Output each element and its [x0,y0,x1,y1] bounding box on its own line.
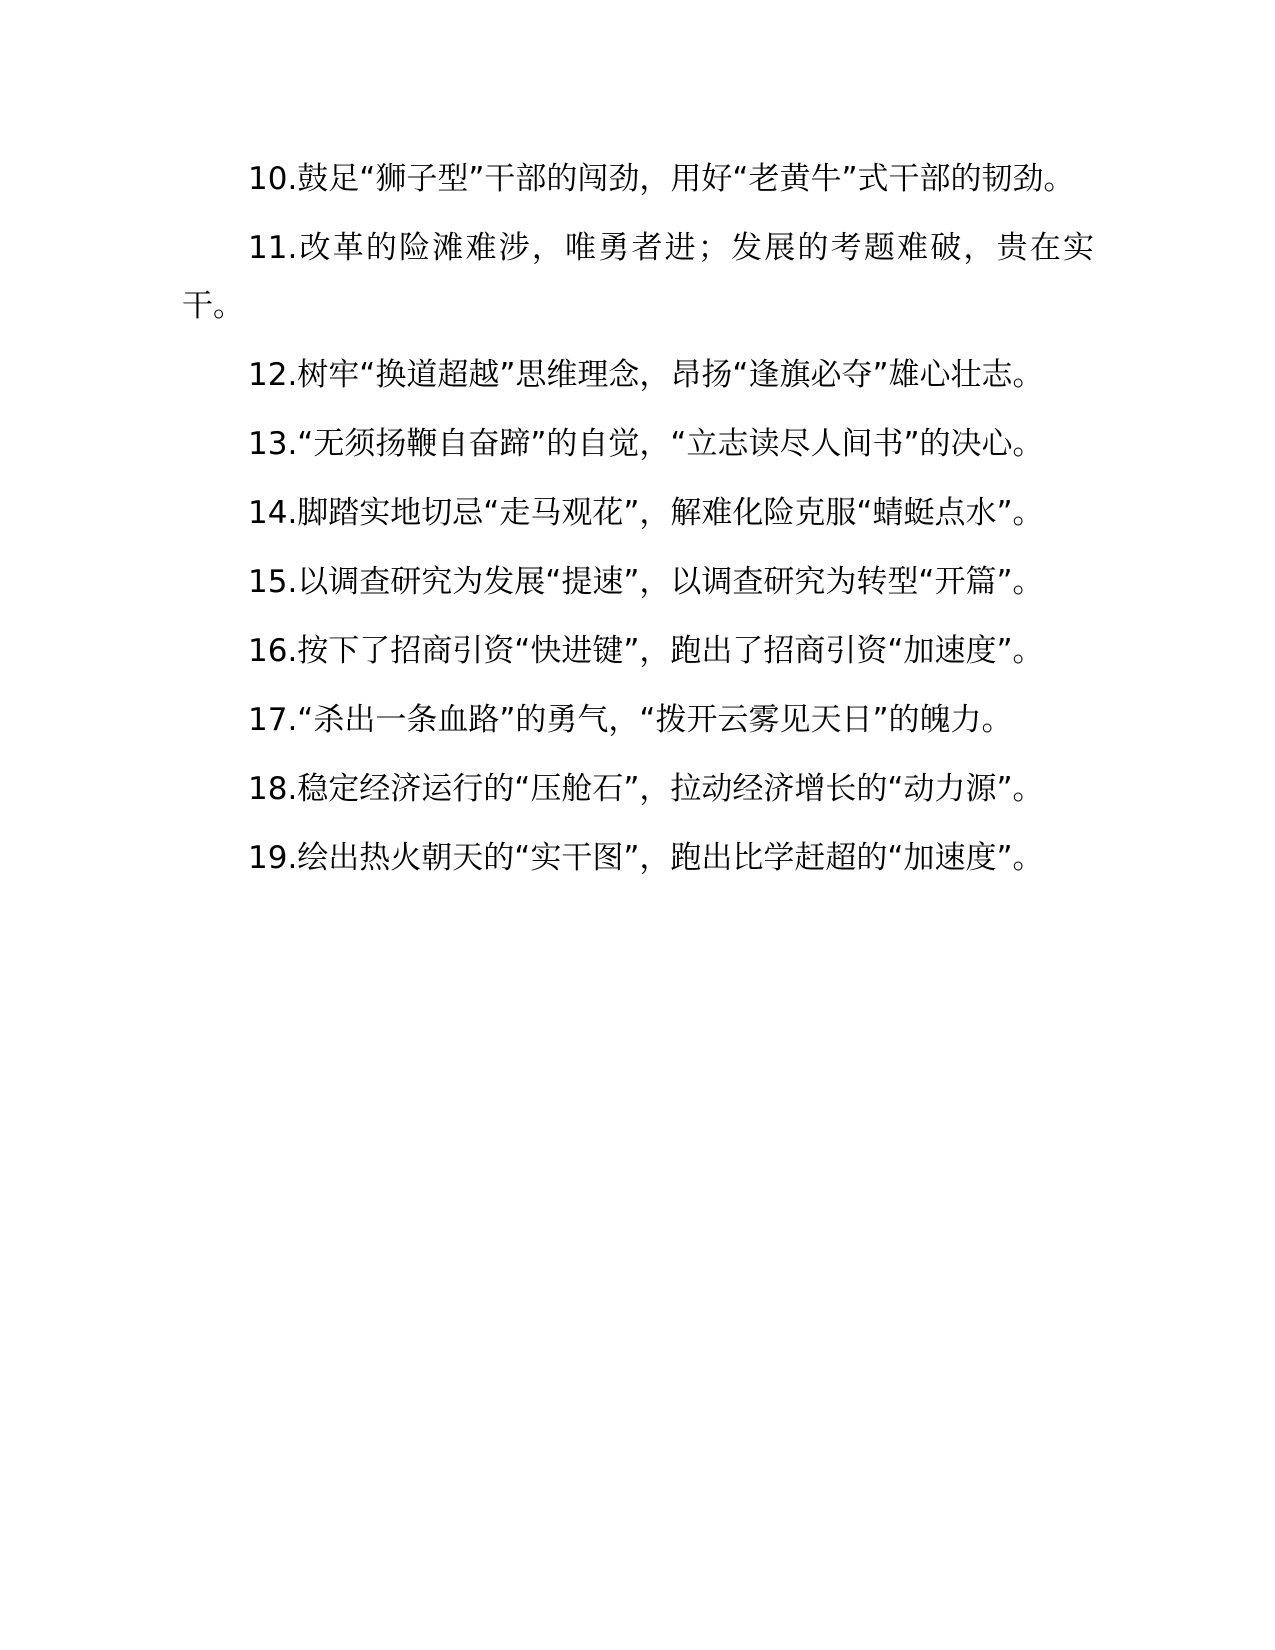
paragraph-18: 18.稳定经济运行的“压舱石”，拉动经济增长的“动力源”。 [248,771,1044,807]
paragraph-11: 11.改革的险滩难涉，唯勇者进；发展的考题难破，贵在实干。 [182,230,1094,324]
paragraph-16: 16.按下了招商引资“快进键”，跑出了招商引资“加速度”。 [248,633,1044,669]
paragraph-10: 10.鼓足“狮子型”干部的闯劲，用好“老黄牛”式干部的韧劲。 [248,161,1075,197]
paragraph-13: 13.“无须扬鞭自奋蹄”的自觉，“立志读尽人间书”的决心。 [248,426,1044,462]
paragraph-19: 19.绘出热火朝天的“实干图”，跑出比学赶超的“加速度”。 [248,840,1044,876]
paragraph-15: 15.以调查研究为发展“提速”，以调查研究为转型“开篇”。 [248,564,1044,600]
paragraph-12: 12.树牢“换道超越”思维理念，昂扬“逢旗必夺”雄心壮志。 [248,357,1044,393]
paragraph-14: 14.脚踏实地切忌“走马观花”，解难化险克服“蜻蜓点水”。 [248,495,1044,531]
paragraph-17: 17.“杀出一条血路”的勇气，“拨开云雾见天日”的魄力。 [248,702,1013,738]
document-page [182,150,1094,898]
